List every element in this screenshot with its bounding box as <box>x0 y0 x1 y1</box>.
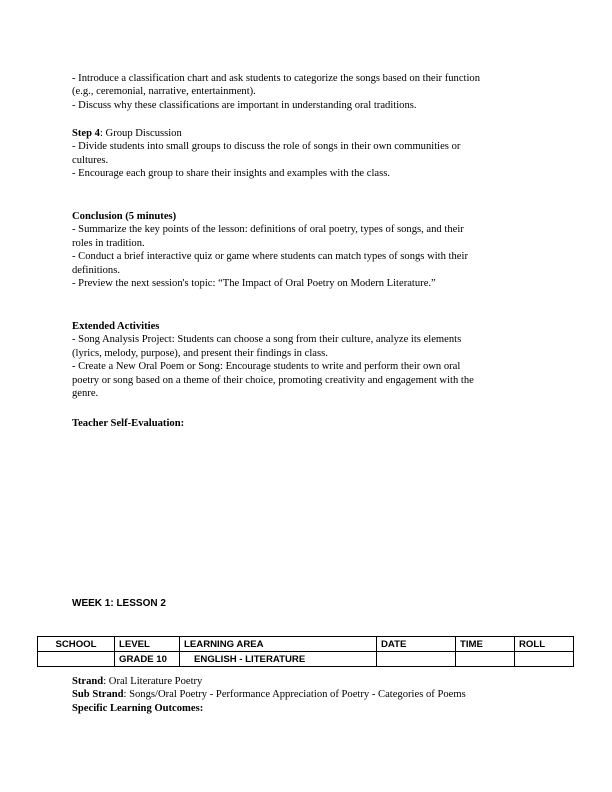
extended-line: (lyrics, melody, purpose), and present their findings in class. <box>72 347 328 359</box>
header-date: DATE <box>377 637 456 652</box>
table-header-row <box>38 637 574 652</box>
header-level: LEVEL <box>115 637 180 652</box>
strand-section <box>72 675 552 715</box>
header-time: TIME <box>456 637 515 652</box>
extended-line: - Song Analysis Project: Students can choose a song from their culture, analyze its elements <box>72 334 462 346</box>
cell-level: GRADE 10 <box>115 652 180 667</box>
strand-line <box>72 675 552 688</box>
conclusion-line: - Conduct a brief interactive quiz or game where students can match types of songs with their <box>72 251 468 263</box>
extended-line: poetry or song based on a theme of their choice, promoting creativity and engagement with the <box>72 374 474 386</box>
week-lesson-heading: WEEK 1: LESSON 2 <box>72 598 166 609</box>
conclusion-heading: Conclusion (5 minutes) <box>72 211 177 222</box>
strand-value: : Oral Literature Poetry <box>103 676 203 687</box>
intro-line: (e.g., ceremonial, narrative, entertainment). <box>72 86 256 98</box>
header-school: SCHOOL <box>38 637 115 652</box>
step4-heading <box>72 127 542 140</box>
extended-heading: Extended Activities <box>72 321 160 332</box>
step4-line: - Divide students into small groups to discuss the role of songs in their own communities or <box>72 141 461 153</box>
conclusion-line: - Summarize the key points of the lesson: definitions of oral poetry, types of songs, and their <box>72 224 464 236</box>
self-eval-heading: Teacher Self-Evaluation: <box>72 418 185 429</box>
header-roll: ROLL <box>515 637 574 652</box>
cell-date <box>377 652 456 667</box>
sub-strand-value: : Songs/Oral Poetry - Performance Appreciation of Poetry - Categories of Poems <box>123 689 466 701</box>
table-row <box>38 652 574 667</box>
conclusion-section <box>72 210 542 290</box>
conclusion-line: - Preview the next session's topic: “The Impact of Oral Poetry on Modern Literature.” <box>72 278 436 290</box>
extended-line: - Create a New Oral Poem or Song: Encourage students to write and perform their own oral <box>72 361 461 373</box>
sub-strand-label: Sub Strand <box>72 689 124 701</box>
step4-line: - Encourage each group to share their insights and examples with the class. <box>72 168 391 180</box>
strand-label: Strand <box>72 676 104 687</box>
cell-learning-area: ENGLISH - LITERATURE <box>180 652 377 667</box>
cell-roll <box>515 652 574 667</box>
step4-line: cultures. <box>72 154 109 166</box>
extended-section <box>72 320 542 400</box>
step4-title: : Group Discussion <box>99 128 182 139</box>
cell-school <box>38 652 115 667</box>
intro-section <box>72 72 542 112</box>
intro-line: - Discuss why these classifications are important in understanding oral traditions. <box>72 99 417 111</box>
header-learning-area: LEARNING AREA <box>180 637 377 652</box>
outcomes-heading: Specific Learning Outcomes: <box>72 702 204 714</box>
step4-section <box>72 127 542 181</box>
intro-line: - Introduce a classification chart and ask students to categorize the songs based on their function <box>72 73 481 84</box>
step4-label: Step 4 <box>72 128 100 139</box>
conclusion-line: definitions. <box>72 264 120 276</box>
lesson-info-table <box>37 636 574 667</box>
sub-strand-line <box>72 688 552 701</box>
conclusion-line: roles in tradition. <box>72 237 145 249</box>
cell-time <box>456 652 515 667</box>
extended-line: genre. <box>72 388 99 400</box>
self-eval-section <box>72 417 542 430</box>
